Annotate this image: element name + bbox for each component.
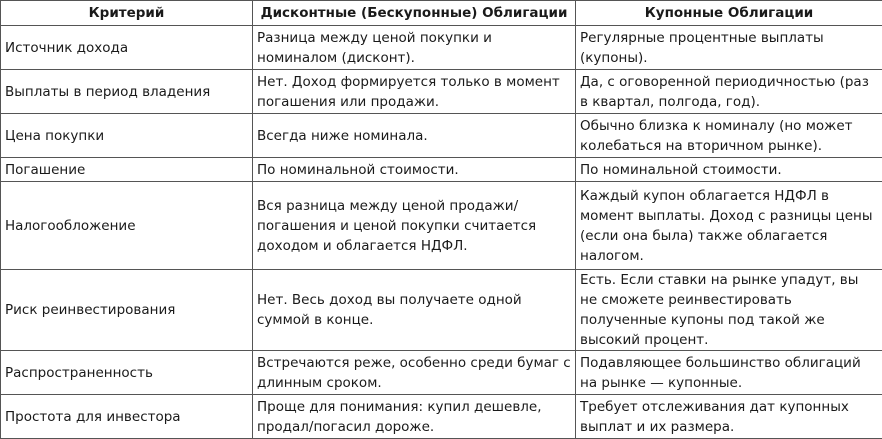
- discount-cell: Нет. Доход формируется только в момент погашения или продажи.: [253, 70, 576, 114]
- criterion-cell: Распространенность: [1, 351, 253, 395]
- table-row: [1, 70, 882, 114]
- discount-cell: Вся разница между ценой продажи/погашения и ценой покупки считается доходом и облагается НДФЛ.: [253, 182, 576, 270]
- discount-cell: По номинальной стоимости.: [253, 158, 576, 182]
- criterion-cell: Погашение: [1, 158, 253, 182]
- discount-cell: Встречаются реже, особенно среди бумаг с длинным сроком.: [253, 351, 576, 395]
- coupon-cell: По номинальной стоимости.: [576, 158, 882, 182]
- header-discount-bonds: Дисконтные (Бескупонные) Облигации: [253, 1, 576, 26]
- coupon-cell: Каждый купон облагается НДФЛ в момент выплаты. Доход с разницы цены (если она была) также облагается налогом.: [576, 182, 882, 270]
- table-row: [1, 26, 882, 70]
- coupon-cell: Обычно близка к номиналу (но может колебаться на вторичном рынке).: [576, 114, 882, 158]
- discount-cell: Проще для понимания: купил дешевле, продал/погасил дороже.: [253, 395, 576, 439]
- criterion-cell: Источник дохода: [1, 26, 253, 70]
- table-row: [1, 395, 882, 439]
- header-criterion: Критерий: [1, 1, 253, 26]
- criterion-cell: Цена покупки: [1, 114, 253, 158]
- table-row: [1, 158, 882, 182]
- discount-cell: Всегда ниже номинала.: [253, 114, 576, 158]
- coupon-cell: Да, с оговоренной периодичностью (раз в квартал, полгода, год).: [576, 70, 882, 114]
- discount-cell: Нет. Весь доход вы получаете одной суммой в конце.: [253, 270, 576, 351]
- table-row: [1, 182, 882, 270]
- criterion-cell: Простота для инвестора: [1, 395, 253, 439]
- coupon-cell: Требует отслеживания дат купонных выплат и их размера.: [576, 395, 882, 439]
- coupon-cell: Есть. Если ставки на рынке упадут, вы не сможете реинвестировать полученные купоны под такой же высокий процент.: [576, 270, 882, 351]
- criterion-cell: Риск реинвестирования: [1, 270, 253, 351]
- criterion-cell: Выплаты в период владения: [1, 70, 253, 114]
- table-row: [1, 114, 882, 158]
- coupon-cell: Подавляющее большинство облигаций на рынке — купонные.: [576, 351, 882, 395]
- table-row: [1, 270, 882, 351]
- coupon-cell: Регулярные процентные выплаты (купоны).: [576, 26, 882, 70]
- criterion-cell: Налогообложение: [1, 182, 253, 270]
- header-row: [1, 1, 882, 26]
- header-coupon-bonds: Купонные Облигации: [576, 1, 882, 26]
- table-row: [1, 351, 882, 395]
- discount-cell: Разница между ценой покупки и номиналом (дисконт).: [253, 26, 576, 70]
